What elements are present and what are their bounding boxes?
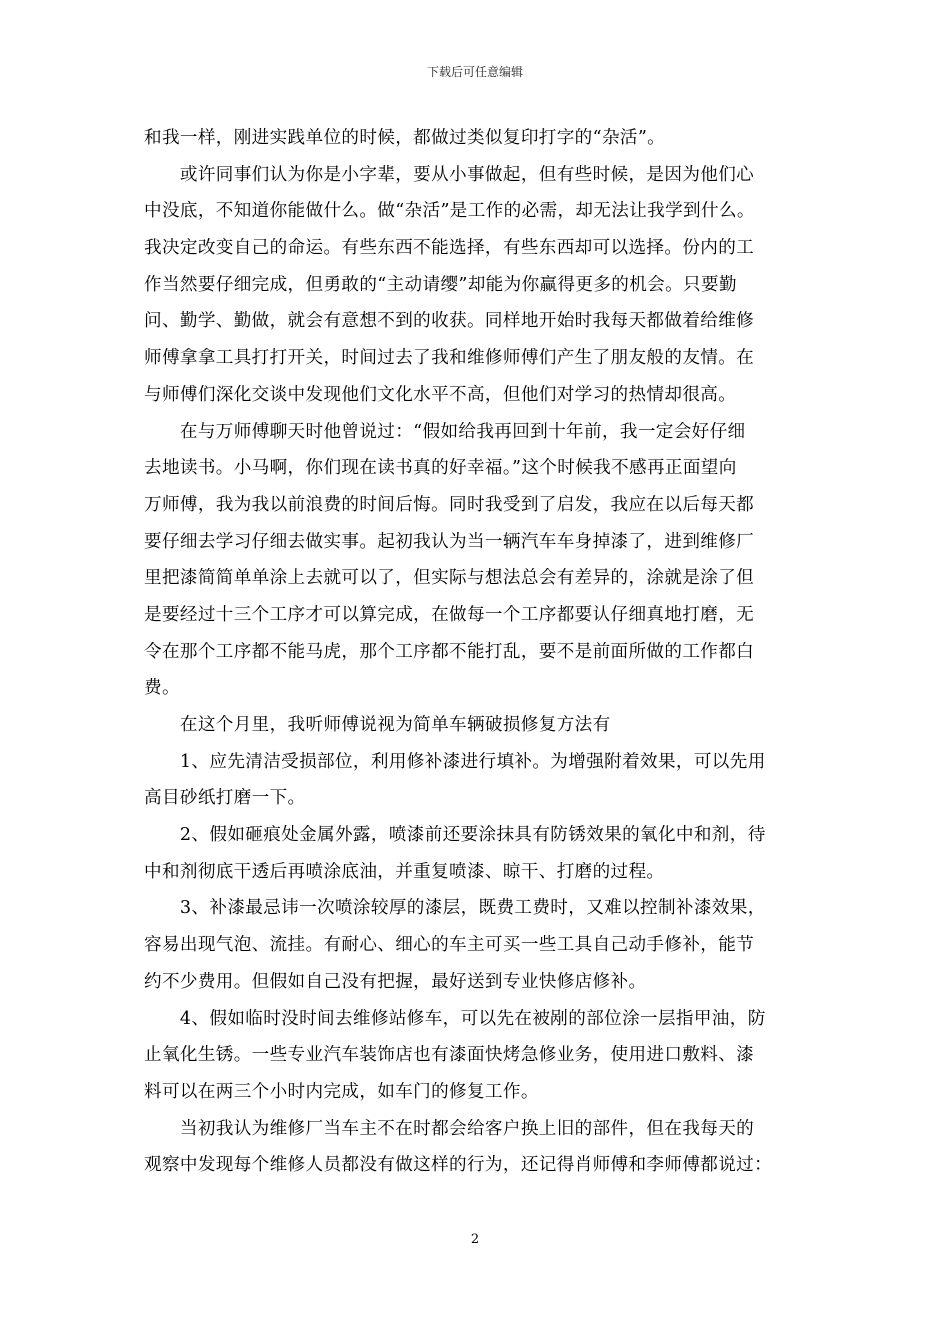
text-line: 在与万师傅聊天时他曾说过：“假如给我再回到十年前，我一定会好仔细 xyxy=(144,421,746,442)
text-line: 2、假如砸痕处金属外露，喷漆前还要涂抹具有防锈效果的氧化中和剂，待 xyxy=(144,825,766,846)
text-line: 高目砂纸打磨一下。 xyxy=(144,788,306,809)
text-line: 4、假如临时没时间去维修站修车，可以先在被剐的部位涂一层指甲油，防 xyxy=(144,1008,766,1029)
page-number: 2 xyxy=(470,1232,480,1247)
text-line: 作当然要仔细完成，但勇敢的“主动请缨”却能为你赢得更多的机会。只要勤 xyxy=(144,274,737,295)
text-line: 3、补漆最忌讳一次喷涂较厚的漆层，既费工费时，又难以控制补漆效果， xyxy=(144,898,766,919)
text-line: 与师傅们深化交谈中发现他们文化水平不高，但他们对学习的热情却很高。 xyxy=(144,384,737,405)
list-item-1 xyxy=(144,744,810,817)
text-line: 中和剂彻底干透后再喷涂底油，并重复喷漆、晾干、打磨的过程。 xyxy=(144,861,665,882)
paragraph-3 xyxy=(144,414,810,708)
paragraph-5 xyxy=(144,1111,810,1184)
text-line: 问、勤学、勤做，就会有意想不到的收获。同样地开始时我每天都做着给维修 xyxy=(144,311,755,332)
list-item-3 xyxy=(144,890,810,1000)
text-line: 止氧化生锈。一些专业汽车装饰店也有漆面快烤急修业务，使用进口敷料、漆 xyxy=(144,1045,755,1066)
text-line: 当初我认为维修厂当车主不在时都会给客户换上旧的部件，但在我每天的 xyxy=(144,1118,755,1139)
paragraph-2 xyxy=(144,157,810,414)
document-body xyxy=(144,120,810,1184)
text-line: 我决定改变自己的命运。有些东西不能选择，有些东西却可以选择。份内的工 xyxy=(144,238,755,259)
text-line: 中没底，不知道你能做什么。做“杂活”是工作的必需，却无法让我学到什么。 xyxy=(144,201,755,222)
list-item-2 xyxy=(144,817,810,890)
text-line: 费。 xyxy=(144,678,180,699)
page-header: 下载后可任意编辑 xyxy=(426,65,523,79)
text-line: 万师傅，我为我以前浪费的时间后悔。同时我受到了启发，我应在以后每天都 xyxy=(144,494,755,515)
text-line: 要仔细去学习仔细去做实事。起初我认为当一辆汽车车身掉漆了，进到维修厂 xyxy=(144,531,755,552)
list-item-4 xyxy=(144,1001,810,1111)
paragraph-1 xyxy=(144,120,810,157)
text-line: 去地读书。小马啊，你们现在读书真的好幸福。”这个时候我不感再正面望向 xyxy=(144,458,737,479)
text-line: 容易出现气泡、流挂。有耐心、细心的车主可买一些工具自己动手修补，能节 xyxy=(144,935,755,956)
text-line: 是要经过十三个工序才可以算完成，在做每一个工序都要认仔细真地打磨，无 xyxy=(144,604,755,625)
text-line: 里把漆简简单单涂上去就可以了，但实际与想法总会有差异的，涂就是涂了但 xyxy=(144,568,755,589)
text-line: 1、应先清洁受损部位，利用修补漆进行填补。为增强附着效果，可以先用 xyxy=(144,751,766,772)
text-line: 令在那个工序都不能马虎，那个工序都不能打乱，要不是前面所做的工作都白 xyxy=(144,641,755,662)
text-line: 师傅拿拿工具打打开关，时间过去了我和维修师傅们产生了朋友般的友情。在 xyxy=(144,348,755,369)
text-line: 约不少费用。但假如自己没有把握，最好送到专业快修店修补。 xyxy=(144,971,647,992)
paragraph-4 xyxy=(144,707,810,744)
text-line: 料可以在两三个小时内完成，如车门的修复工作。 xyxy=(144,1081,539,1102)
text-line: 和我一样，刚进实践单位的时候，都做过类似复印打字的“杂活”。 xyxy=(144,128,666,148)
text-line: 在这个月里，我听师傅说视为简单车辆破损修复方法有 xyxy=(144,715,611,735)
text-line: 或许同事们认为你是小字辈，要从小事做起，但有些时候，是因为他们心 xyxy=(144,164,755,185)
text-line: 观察中发现每个维修人员都没有做这样的行为，还记得肖师傅和李师傅都说过： xyxy=(144,1155,773,1176)
